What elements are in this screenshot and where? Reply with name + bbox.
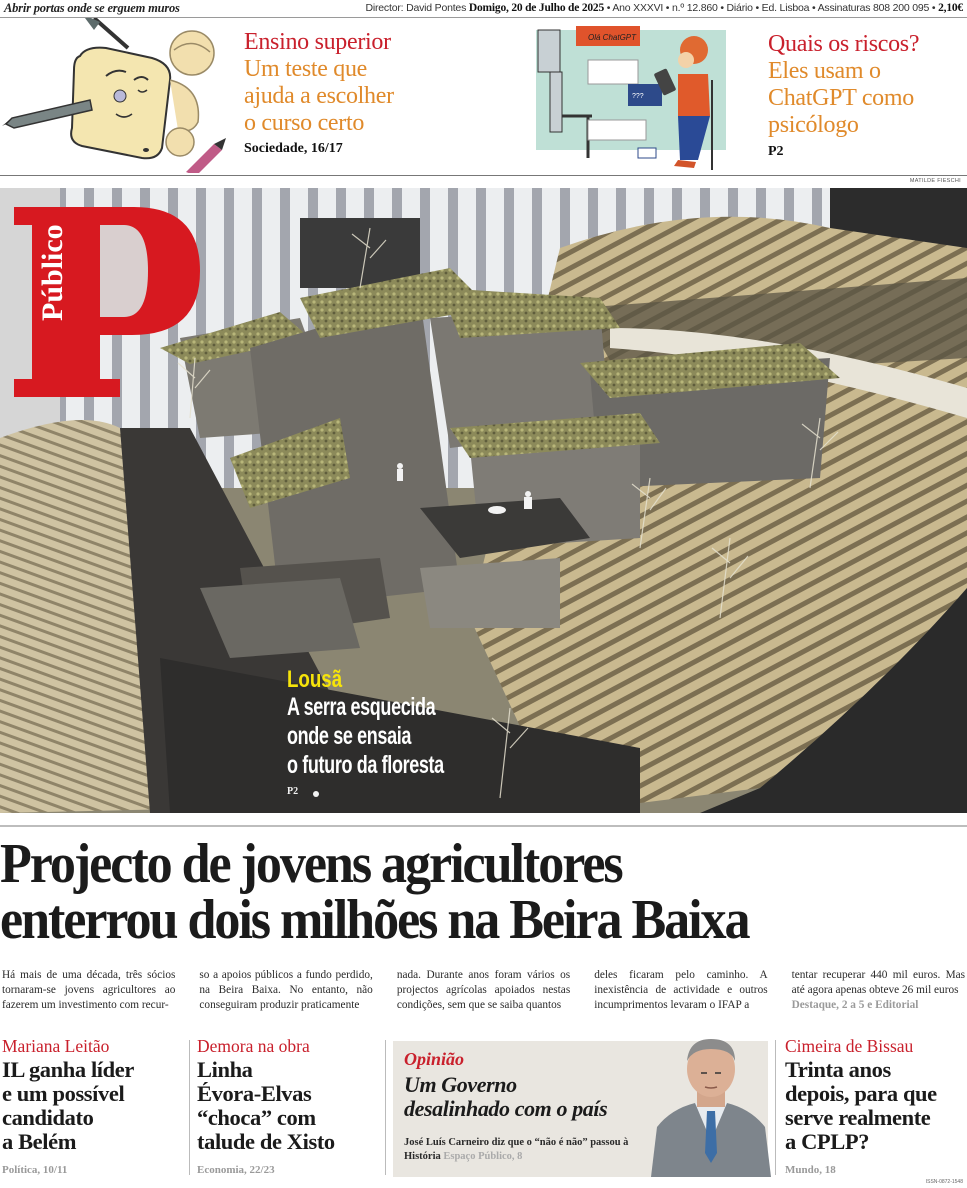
opinion-headline: [404, 1073, 607, 1121]
opinion-kicker: Opinião: [404, 1049, 465, 1069]
caption-headline-line: A serra esquecida: [287, 693, 436, 721]
story-headline-line: candidato: [2, 1105, 94, 1130]
story-page-ref: Mundo, 18: [785, 1164, 836, 1176]
story-page-ref: Política, 10/11: [2, 1164, 68, 1176]
photo-caption-lousa[interactable]: [287, 667, 505, 797]
price: 2,10€: [938, 2, 963, 14]
story-kicker: Cimeira de Bissau: [785, 1036, 914, 1056]
opinion-headline-line: desalinhado com o país: [404, 1096, 608, 1121]
publico-logo[interactable]: [14, 203, 202, 397]
caption-page-ref: P2: [287, 786, 299, 797]
teaser-kicker: Ensino superior: [244, 29, 391, 55]
story-page-ref: Economia, 22/23: [197, 1164, 275, 1176]
girl-and-robot-illustration: [528, 20, 728, 172]
svg-text:Olá ChatGPT: Olá ChatGPT: [588, 33, 637, 42]
story-headline-line: e um possível: [2, 1081, 125, 1106]
svg-text:???: ???: [632, 93, 644, 100]
opinion-page-ref: Espaço Público, 8: [443, 1151, 523, 1162]
story-mariana-leitao[interactable]: [2, 1036, 182, 1176]
edition-info: • Ano XXXVI • n.º 12.860 • Diário • Ed. Lisboa • Assinaturas 808 200 095 •: [606, 2, 936, 14]
story-headline-line: Linha: [197, 1057, 253, 1082]
masthead-info: [365, 2, 963, 14]
director: Director: David Pontes: [365, 2, 467, 14]
story-headline-line: talude de Xisto: [197, 1129, 335, 1154]
lede-column: nada. Durante anos foram vários os projectos agrícolas apoiados nestas condições, sem que se saiba quantos: [396, 969, 571, 1011]
divider: [0, 825, 967, 827]
divider: [0, 175, 967, 176]
teaser-page-ref: P2: [768, 144, 784, 159]
main-headline-line: Projecto de jovens agricultores: [0, 833, 622, 895]
story-headline-line: Trinta anos: [785, 1057, 891, 1082]
column-divider: [775, 1040, 776, 1175]
main-headline-line: enterrou dois milhões na Beira Baixa: [0, 889, 749, 951]
teaser-headline-line: Um teste que: [244, 56, 368, 82]
logo-wordmark: Público: [36, 224, 69, 321]
story-headline-line: serve realmente: [785, 1105, 931, 1130]
opinion-box[interactable]: [393, 1041, 768, 1177]
caption-headline-line: onde se ensaia: [287, 722, 412, 750]
issue-date: Domigo, 20 de Julho de 2025: [468, 2, 605, 14]
lede-column-last: [792, 968, 965, 1013]
top-strip: [0, 0, 967, 16]
opinion-subtitle: [404, 1136, 659, 1164]
lede-column: so a apoios públicos a fundo perdido, na Beira Baixa. No entanto, não conseguiram produzir praticamente: [199, 969, 373, 1011]
main-headline[interactable]: [0, 833, 899, 951]
column-divider: [189, 1040, 190, 1175]
teaser-headline-line: ajuda a escolher: [244, 83, 394, 109]
cartoon-character-illustration: [2, 18, 230, 173]
opinion-subtitle-text: José Luís Carneiro diz que o “não é não” passou à História: [404, 1137, 629, 1162]
lede-text: tentar recuperar 440 mil euros. Mas até agora apenas obteve 26 mil euros: [791, 969, 966, 996]
main-story-page-ref[interactable]: Destaque, 2 a 5 e Editorial: [791, 999, 919, 1011]
lede-column: deles ficaram pelo caminho. A inexistência de actividade e outros incumprimentos levaram o IFAP a: [594, 969, 768, 1011]
story-headline-line: “choca” com: [197, 1105, 316, 1130]
teaser-headline-line: ChatGPT como: [768, 85, 914, 111]
teaser-headline-line: Eles usam o: [768, 58, 881, 84]
portrait-jose-luis-carneiro: [651, 1031, 771, 1177]
story-cimeira-bissau[interactable]: [785, 1036, 967, 1176]
teaser-page-ref: Sociedade, 16/17: [244, 141, 343, 156]
main-story-lede: [2, 968, 965, 1013]
story-headline-line: depois, para que: [785, 1081, 937, 1106]
caption-kicker: Lousã: [287, 666, 343, 693]
opinion-headline-line: Um Governo: [404, 1072, 517, 1097]
story-headline-line: a CPLP?: [785, 1129, 870, 1154]
teaser-ensino-superior[interactable]: [244, 29, 394, 157]
tagline: Abrir portas onde se erguem muros: [4, 0, 180, 15]
lede-column: Há mais de uma década, três sócios tornaram-se jovens agricultores ao fazerem um investimento com recur-: [2, 969, 176, 1011]
story-headline-line: a Belém: [2, 1129, 77, 1154]
story-headline-line: IL ganha líder: [2, 1057, 134, 1082]
story-headline-line: Évora-Elvas: [197, 1081, 312, 1106]
teaser-headline-line: o curso certo: [244, 110, 365, 136]
column-divider: [385, 1040, 386, 1175]
story-kicker: Mariana Leitão: [2, 1036, 110, 1056]
caption-headline-line: o futuro da floresta: [287, 751, 444, 779]
story-linha-evora-elvas[interactable]: [197, 1036, 377, 1176]
story-kicker: Demora na obra: [197, 1036, 310, 1056]
teaser-kicker: Quais os riscos?: [768, 31, 920, 57]
photo-credit: MATILDE FIESCHI: [909, 178, 961, 184]
teaser-headline-line: psicólogo: [768, 112, 859, 138]
issn-number: ISSN-0872-1548: [925, 1179, 963, 1185]
teaser-chatgpt-psicologo[interactable]: [768, 31, 919, 160]
